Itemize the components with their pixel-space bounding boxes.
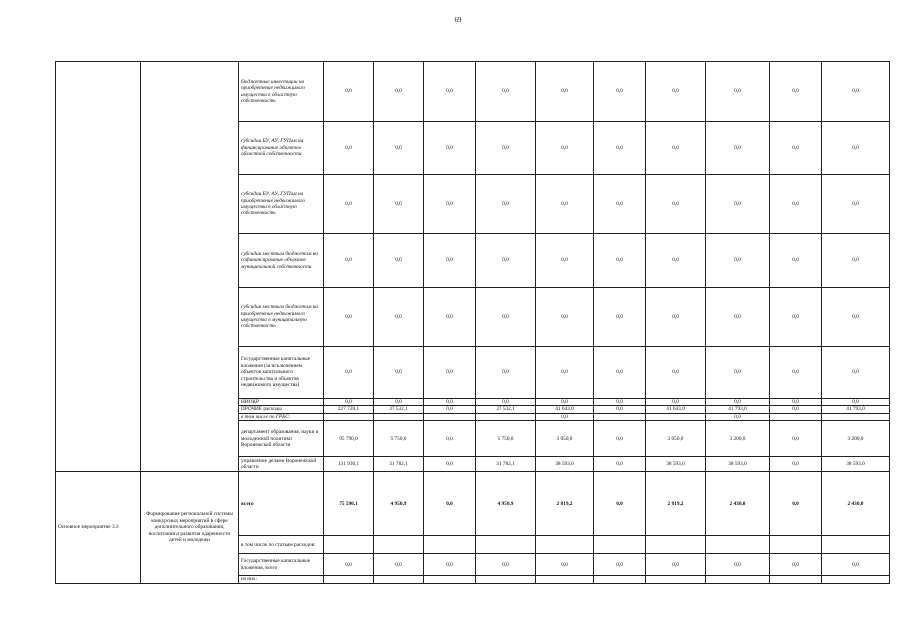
value-cell: 0,0	[594, 399, 646, 406]
value-cell: 0,0	[476, 234, 536, 288]
value-cell: 0,0	[536, 122, 594, 175]
value-cell: 5 750,0	[374, 421, 424, 457]
value-cell: 3 050,0	[646, 421, 706, 457]
value-cell: 0,0	[822, 288, 890, 347]
value-cell: 0,0	[646, 288, 706, 347]
value-cell: 38 593,0	[822, 457, 890, 472]
value-cell: 0,0	[706, 122, 770, 175]
row-label: в том числе по статьям расходов:	[239, 536, 324, 554]
value-cell: 0,0	[594, 472, 646, 536]
value-cell: 0,0	[770, 175, 822, 234]
value-cell: 3 050,0	[536, 421, 594, 457]
row-label: всего	[239, 472, 324, 536]
value-cell	[770, 576, 822, 583]
value-cell: 0,0	[770, 554, 822, 576]
value-cell: 0,0	[594, 175, 646, 234]
value-cell: 0,0	[594, 421, 646, 457]
value-cell: 41 643,0	[536, 406, 594, 413]
value-cell: 0,0	[374, 234, 424, 288]
value-cell: 38 593,0	[536, 457, 594, 472]
value-cell	[646, 576, 706, 583]
value-cell: 37 532,1	[476, 406, 536, 413]
value-cell: 0,0	[822, 554, 890, 576]
value-cell: 2 430,0	[706, 472, 770, 536]
table-row	[56, 62, 890, 122]
value-cell: 0,0	[536, 399, 594, 406]
value-cell: 5 750,0	[476, 421, 536, 457]
value-cell	[324, 536, 374, 554]
value-cell: 131 930,1	[324, 457, 374, 472]
value-cell: 0,0	[770, 234, 822, 288]
value-cell	[646, 413, 706, 420]
value-cell: 0,0	[770, 421, 822, 457]
value-cell: 41 643,0	[646, 406, 706, 413]
value-cell: 0,0	[594, 234, 646, 288]
value-cell: 0,0	[706, 347, 770, 399]
value-cell	[706, 576, 770, 583]
value-cell: 0,0	[536, 234, 594, 288]
value-cell: 0,0	[536, 413, 594, 420]
value-cell: 0,0	[324, 122, 374, 175]
value-cell: 0,0	[536, 288, 594, 347]
value-cell: 0,0	[476, 399, 536, 406]
page-number: 69	[454, 16, 462, 24]
value-cell	[536, 576, 594, 583]
value-cell: 0,0	[424, 554, 476, 576]
value-cell: 0,0	[822, 62, 890, 122]
value-cell: 95 790,0	[324, 421, 374, 457]
value-cell: 4 950,9	[476, 472, 536, 536]
value-cell: 0,0	[424, 288, 476, 347]
value-cell: 0,0	[424, 406, 476, 413]
budget-table	[55, 61, 890, 584]
value-cell: 0,0	[424, 175, 476, 234]
value-cell: 0,0	[374, 399, 424, 406]
value-cell: 0,0	[770, 472, 822, 536]
value-cell: 2 819,2	[646, 472, 706, 536]
value-cell: 0,0	[374, 175, 424, 234]
value-cell: 0,0	[594, 457, 646, 472]
value-cell: 0,0	[424, 399, 476, 406]
event-code: Основное мероприятие 3.3	[56, 472, 141, 583]
row-label: ПРОЧИЕ расходы	[239, 406, 324, 413]
value-cell: 0,0	[424, 347, 476, 399]
value-cell	[594, 536, 646, 554]
value-cell: 0,0	[646, 554, 706, 576]
value-cell: 0,0	[424, 472, 476, 536]
value-cell	[822, 413, 890, 420]
value-cell: 0,0	[324, 554, 374, 576]
value-cell	[476, 413, 536, 420]
value-cell: 0,0	[324, 399, 374, 406]
value-cell: 0,0	[424, 122, 476, 175]
value-cell	[646, 536, 706, 554]
row-label: департамент образования, науки и молодежной политики Воронежской области	[239, 421, 324, 457]
value-cell	[476, 576, 536, 583]
row-label: субсидии местным бюджетам на софинансирование объектов муниципальной собственности	[239, 234, 324, 288]
row-label: субсидии местным бюджетам на приобретение недвижимого имущества в муниципальную собственность	[239, 288, 324, 347]
value-cell	[822, 576, 890, 583]
value-cell: 0,0	[324, 347, 374, 399]
value-cell	[424, 413, 476, 420]
value-cell: 0,0	[476, 175, 536, 234]
value-cell: 0,0	[476, 62, 536, 122]
value-cell: 0,0	[324, 288, 374, 347]
value-cell: 0,0	[424, 234, 476, 288]
value-cell	[536, 536, 594, 554]
value-cell: 0,0	[424, 457, 476, 472]
value-cell: 0,0	[476, 122, 536, 175]
value-cell: 0,0	[424, 421, 476, 457]
value-cell	[706, 536, 770, 554]
value-cell: 0,0	[324, 175, 374, 234]
value-cell: 0,0	[770, 406, 822, 413]
value-cell: 0,0	[646, 399, 706, 406]
value-cell: 0,0	[770, 62, 822, 122]
value-cell: 37 532,1	[374, 406, 424, 413]
value-cell: 0,0	[646, 62, 706, 122]
value-cell: 3 200,0	[822, 421, 890, 457]
value-cell: 0,0	[646, 175, 706, 234]
empty-cell	[56, 62, 141, 472]
value-cell: 3 200,0	[706, 421, 770, 457]
value-cell: 227 720,1	[324, 406, 374, 413]
value-cell: 41 793,0	[706, 406, 770, 413]
value-cell: 0,0	[324, 62, 374, 122]
value-cell	[476, 536, 536, 554]
value-cell: 0,0	[594, 122, 646, 175]
row-label: НИОКР	[239, 399, 324, 406]
value-cell: 0,0	[594, 347, 646, 399]
value-cell	[594, 413, 646, 420]
value-cell: 31 782,1	[374, 457, 424, 472]
value-cell: 0,0	[706, 554, 770, 576]
value-cell: 0,0	[374, 347, 424, 399]
value-cell	[424, 576, 476, 583]
value-cell: 38 593,0	[706, 457, 770, 472]
value-cell: 0,0	[770, 399, 822, 406]
value-cell: 0,0	[822, 122, 890, 175]
value-cell: 0,0	[536, 175, 594, 234]
value-cell	[374, 576, 424, 583]
value-cell	[822, 536, 890, 554]
value-cell: 0,0	[374, 288, 424, 347]
value-cell: 2 819,2	[536, 472, 594, 536]
value-cell: 0,0	[646, 234, 706, 288]
row-label: в том числе по ГРБС:	[239, 413, 324, 420]
value-cell: 0,0	[476, 288, 536, 347]
value-cell: 0,0	[374, 122, 424, 175]
row-label: Государственные капитальные вложения (за исключением объектов капитального строительства и объектов недвижимого имущества)	[239, 347, 324, 399]
value-cell: 0,0	[770, 122, 822, 175]
value-cell: 0,0	[594, 554, 646, 576]
value-cell: 0,0	[706, 175, 770, 234]
value-cell	[324, 413, 374, 420]
value-cell: 0,0	[706, 62, 770, 122]
value-cell: 0,0	[594, 62, 646, 122]
value-cell	[594, 576, 646, 583]
value-cell: 0,0	[646, 122, 706, 175]
row-label: бюджетные инвестиции на приобретение недвижимого имущества в областную собственность	[239, 62, 324, 122]
event-name: Формирование региональной системы конкурсных мероприятий в сфере дополнительного образования, воспитания и развития одаренности детей и молодежи	[141, 472, 239, 583]
value-cell: 0,0	[594, 288, 646, 347]
empty-cell	[141, 62, 239, 472]
value-cell: 0,0	[424, 62, 476, 122]
row-label: субсидии БУ, АУ, ГУПам на приобретение недвижимого имущества в областную собственность	[239, 175, 324, 234]
value-cell: 0,0	[646, 347, 706, 399]
value-cell: 0,0	[770, 288, 822, 347]
value-cell: 4 950,9	[374, 472, 424, 536]
value-cell: 0,0	[706, 288, 770, 347]
row-label: управление делами Воронежской области	[239, 457, 324, 472]
value-cell: 31 782,1	[476, 457, 536, 472]
value-cell	[374, 536, 424, 554]
value-cell	[374, 413, 424, 420]
value-cell: 0,0	[536, 347, 594, 399]
value-cell: 0,0	[476, 347, 536, 399]
value-cell: 2 430,0	[822, 472, 890, 536]
value-cell: 0,0	[822, 175, 890, 234]
value-cell: 0,0	[822, 234, 890, 288]
value-cell: 0,0	[594, 406, 646, 413]
value-cell: 0,0	[374, 62, 424, 122]
row-label: Государственные капитальные вложения, всего	[239, 554, 324, 576]
value-cell	[770, 413, 822, 420]
row-label: субсидии БУ, АУ, ГУПам на финансирование объектов областной собственности	[239, 122, 324, 175]
table-row	[56, 472, 890, 536]
value-cell: 0,0	[706, 413, 770, 420]
value-cell: 0,0	[536, 62, 594, 122]
value-cell: 0,0	[706, 399, 770, 406]
value-cell: 0,0	[374, 554, 424, 576]
value-cell: 38 593,0	[646, 457, 706, 472]
value-cell: 0,0	[706, 234, 770, 288]
value-cell: 0,0	[822, 347, 890, 399]
row-label: из них:	[239, 576, 324, 583]
value-cell: 0,0	[822, 399, 890, 406]
value-cell	[324, 576, 374, 583]
value-cell: 0,0	[476, 554, 536, 576]
value-cell: 75 590,1	[324, 472, 374, 536]
value-cell	[770, 536, 822, 554]
value-cell: 41 793,0	[822, 406, 890, 413]
value-cell: 0,0	[770, 457, 822, 472]
value-cell: 0,0	[770, 347, 822, 399]
value-cell: 0,0	[536, 554, 594, 576]
value-cell	[424, 536, 476, 554]
value-cell: 0,0	[324, 234, 374, 288]
